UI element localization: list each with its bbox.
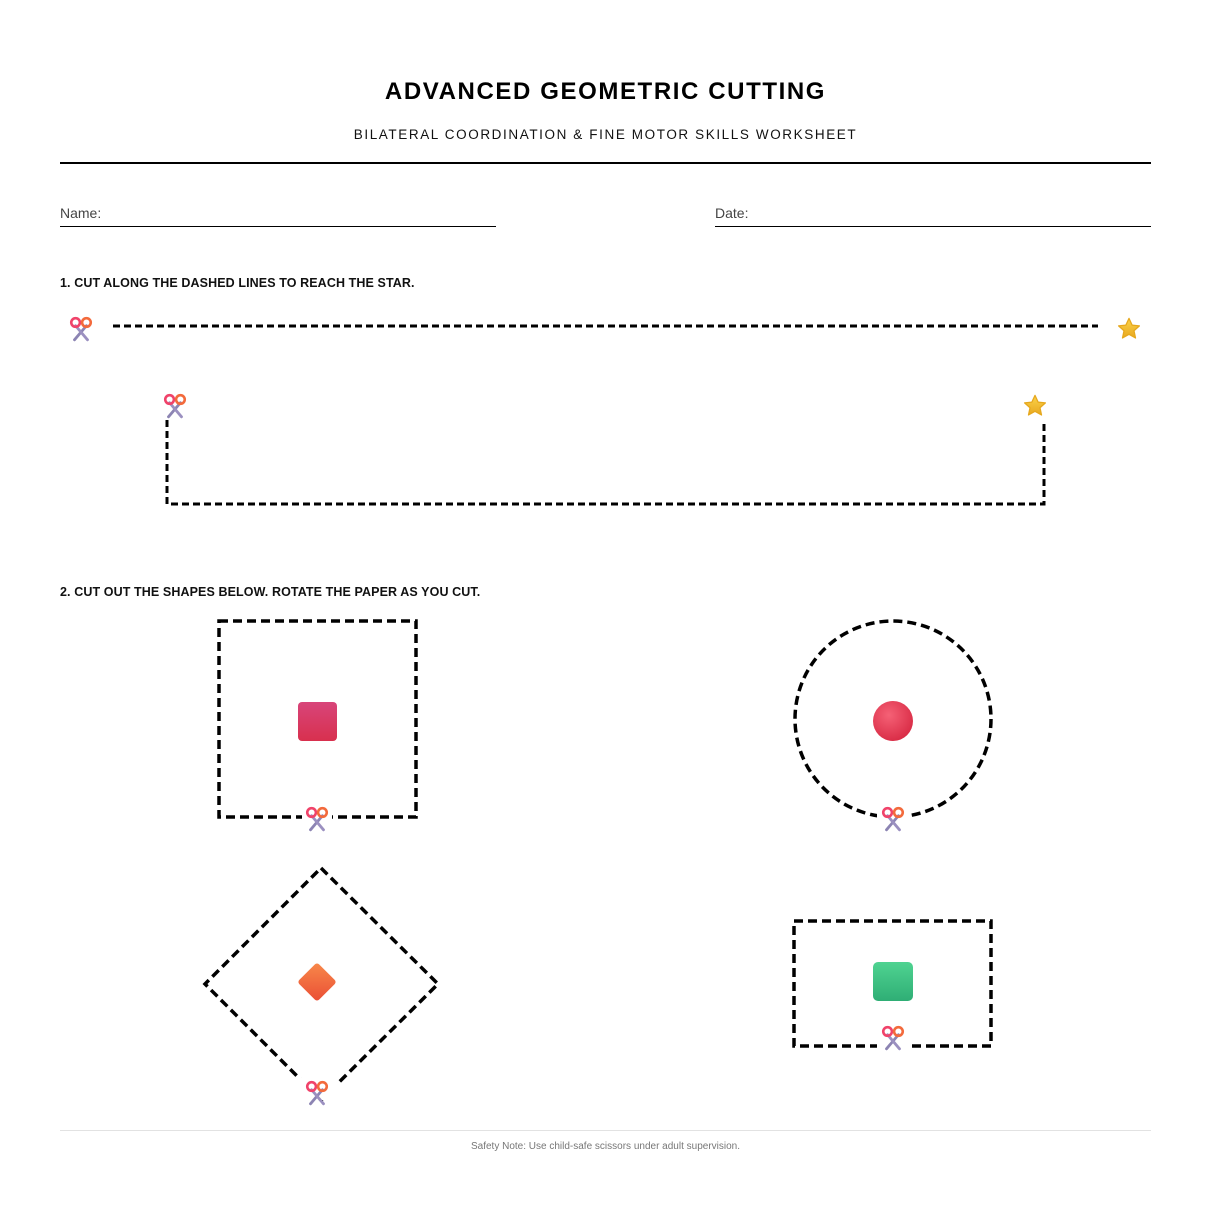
cut-line-u-shape (167, 420, 1044, 504)
worksheet-title: ADVANCED GEOMETRIC CUTTING (384, 78, 827, 105)
safety-note: Safety Note: Use child-safe scissors under adult supervision. (470, 1141, 740, 1152)
shapes-area (0, 600, 1211, 1120)
diamond-cutout (205, 868, 438, 1100)
star-icon (1022, 393, 1048, 419)
orange-diamond-icon (297, 962, 337, 1002)
scissors-icon (880, 1025, 906, 1051)
scissors-icon (68, 316, 94, 342)
date-label: Date: (715, 205, 749, 221)
green-square-icon (873, 962, 913, 1001)
red-square-icon (298, 702, 337, 741)
worksheet-subtitle: BILATERAL COORDINATION & FINE MOTOR SKILLS WORKSHEET (353, 127, 858, 142)
scissors-icon (304, 1080, 330, 1106)
star-icon (1116, 316, 1142, 342)
header-divider (60, 162, 1151, 164)
section-2-heading: 2. CUT OUT THE SHAPES BELOW. ROTATE THE PAPER AS YOU CUT. (60, 585, 481, 599)
name-label: Name: (60, 205, 102, 221)
footer-divider (60, 1130, 1151, 1131)
scissors-icon (162, 393, 188, 419)
circle-cutout (795, 621, 991, 822)
date-field[interactable] (715, 204, 1151, 227)
name-field[interactable] (60, 204, 496, 227)
red-circle-icon (873, 701, 913, 741)
scissors-icon (304, 806, 330, 832)
section-1-heading: 1. CUT ALONG THE DASHED LINES TO REACH THE STAR. (60, 276, 415, 290)
square-cutout (219, 621, 416, 823)
scissors-icon (880, 806, 906, 832)
